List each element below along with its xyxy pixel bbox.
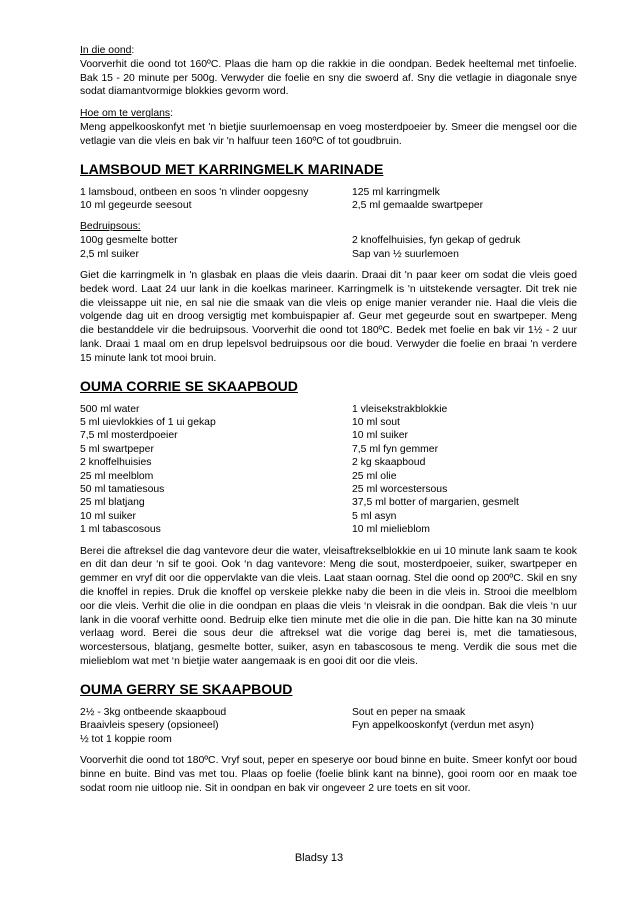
ingredient-list: [80, 403, 577, 537]
oven-heading: In die oond:: [80, 45, 135, 56]
recipe-title-ouma-gerry: OUMA GERRY SE SKAAPBOUD: [80, 681, 293, 697]
ingredient-row: 1 ml tabascosous 10 ml mielieblom: [80, 524, 430, 536]
method-text: Giet die karringmelk in 'n glasbak en plaas die vleis daarin. Draai dit 'n paar keer om sodat die vleis goed bedek word. Laat 24 uur lank in die koelkas marineer. Karringmelk is 'n uitstekende versagter. Dit trek nie die vleissappe uit nie, en sal nie die smaak van die vleis op enige manier verander nie. Haal die vleis die volgende dag uit en droog versigtig met kombuispapier af. Geur met gegeurde sout en swartpeper. Meng die bestanddele vir die bedruipsous. Voorverhit die oond tot 180ºC. Bedek met foelie en bak vir 1½ - 2 uur lank. Draai 1 maal om en drup lepelsvol bedruipsous oor die boud. Verwyder die foelie en braai 'n verdere 15 minute lank tot mooi bruin.: [80, 270, 577, 364]
ingredient-row: 2 knoffelhuisies 2 kg skaapboud: [80, 457, 426, 469]
ingredient-list: [80, 706, 577, 746]
oven-text: Voorverhit die oond tot 160ºC. Plaas die ham op die rakkie in die oondpan. Bedek heeltemal met tinfoelie. Bak 15 - 20 minute per 500g. Verwyder die foelie en sny die swoerd af. Sny die vetlagie in diagonale snye sodat diamantvormige blokkies gevorm word.: [80, 58, 577, 98]
ingredient-row: 2,5 ml suiker Sap van ½ suurlemoen: [80, 248, 459, 260]
ingredient-row: 5 ml uievlokkies of 1 ui gekap 10 ml sout: [80, 416, 400, 428]
ingredient-row: 10 ml suiker 5 ml asyn: [80, 510, 397, 522]
ingredient-list: [80, 186, 577, 213]
method-text: Voorverhit die oond tot 180ºC. Vryf sout, peper en speserye oor boud binne en buite. Smeer konfyt oor boud binne en buite. Bind vas met tou. Plaas op foelie (foelie blink kant na binne), gooi room oor en maak toe sodat room nie uitloop nie. Sit in oondpan en bak vir ongeveer 2 ure toets en sit voor.: [80, 755, 577, 794]
method-text: Berei die aftreksel die dag vantevore deur die water, vleisaftrekselblokkie en ui 10 minute lank saam te kook en dit dan deur ‘n sif te gooi. Ook ‘n dag vantevore: Meng die sout, mosterdpoeier, suiker, swartpeper en gemmer en vryf dit oor die oppervlakte van die vleis. Laat staan oornag. Stel die oond op 200ºC. Skil en sny die knoffel in repies. Druk die knoffel op verskeie plekke naby die been in die vleis in. Strooi die meelblom oor die vleis. Verhit die olie in die oondpan en plaas die vleis ‘n vleisrak in die oondpan. Bak die vleis ‘n uur lank in die vooraf verhitte oond. Bedruip elke tien minute met die olie in die pan. Die hitte kan na 30 minute verlaag word. Berei die sous deur die aftreksel wat die vorige dag berei is, met die tamatiesous, worcestersous, blatjang, gesmelte botter, suiker, asyn en tabascosous te meng. Verdik die sous met die mielieblom wat met ‘n bietjie water aangemaak is en gooi dit oor die vleis.: [80, 545, 577, 668]
glaze-heading: Hoe om te verglans:: [80, 108, 173, 120]
ingredient-row: Braaivleis spesery (opsioneel) Fyn appelkooskonfyt (verdun met asyn): [80, 720, 534, 732]
baste-heading: Bedruipsous:: [80, 221, 141, 233]
recipe-title-ouma-corrie: OUMA CORRIE SE SKAAPBOUD: [80, 378, 298, 394]
page-number: Bladsy 13: [294, 852, 344, 864]
ingredient-row: 50 ml tamatiesous 25 ml worcestersous: [80, 484, 448, 496]
ingredient-row: 500 ml water 1 vleisekstrakblokkie: [80, 403, 448, 415]
ingredient-row: 25 ml meelblom 25 ml olie: [80, 470, 397, 482]
glaze-text: Meng appelkooskonfyt met 'n bietjie suurlemoensap en voeg mosterdpoeier by. Smeer die mengsel oor die vetlagie van die vleis en bak vir 'n halfuur teen 160ºC of tot goudbruin.: [80, 121, 577, 147]
ingredient-row: 5 ml swartpeper 7,5 ml fyn gemmer: [80, 443, 439, 455]
baste-ingredient-list: [80, 234, 577, 261]
ingredient-row: 25 ml blatjang 37,5 ml botter of margarien, gesmelt: [80, 497, 519, 509]
ingredient-row: ½ tot 1 koppie room: [80, 733, 172, 745]
recipe-title-lamsboud: LAMSBOUD MET KARRINGMELK MARINADE: [80, 161, 384, 177]
ingredient-row: 1 lamsboud, ontbeen en soos 'n vlinder oopgesny 125 ml karringmelk: [80, 186, 440, 198]
ingredient-row: 7,5 ml mosterdpoeier 10 ml suiker: [80, 430, 409, 442]
ingredient-row: 10 ml gegeurde seesout 2,5 ml gemaalde swartpeper: [80, 199, 484, 211]
ingredient-row: 100g gesmelte botter 2 knoffelhuisies, fyn gekap of gedruk: [80, 235, 521, 247]
document-page: [80, 44, 577, 795]
ingredient-row: 2½ - 3kg ontbeende skaapboud Sout en peper na smaak: [80, 706, 466, 718]
